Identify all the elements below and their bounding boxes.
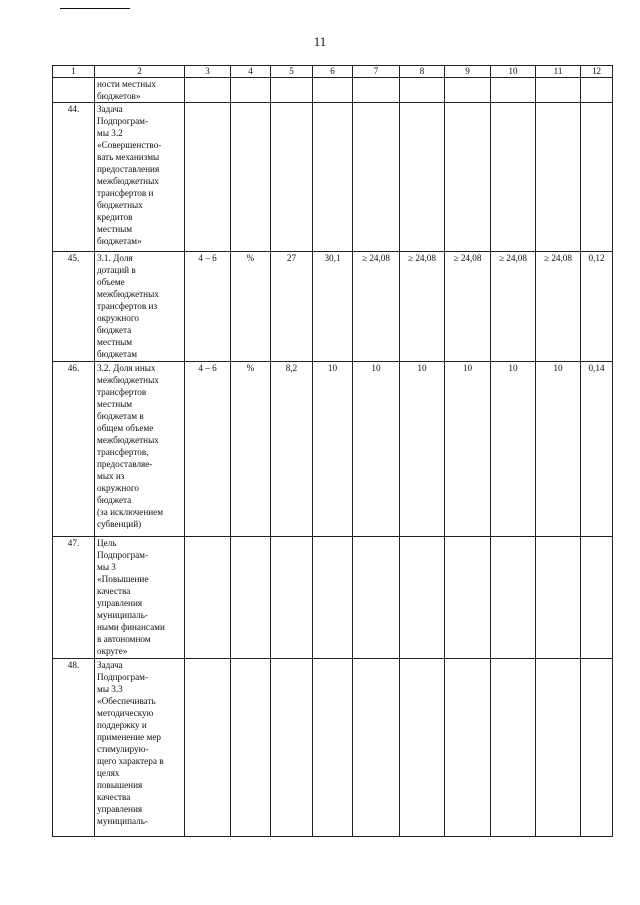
cell-col-6: 30,1: [313, 252, 353, 362]
cell-col-3: [185, 537, 231, 659]
cell-col-5: [271, 78, 313, 103]
cell-col-9: [445, 659, 491, 837]
cell-col-7: [353, 537, 400, 659]
table-row: [53, 537, 613, 659]
row-number: 48.: [53, 659, 95, 837]
cell-col-6: 10: [313, 362, 353, 537]
table-row: [53, 362, 613, 537]
indicators-table: [52, 65, 613, 837]
cell-col-4: [231, 537, 271, 659]
cell-col-12: [581, 78, 613, 103]
column-header: 1: [53, 66, 95, 78]
column-header: 6: [313, 66, 353, 78]
cell-col-3: [185, 78, 231, 103]
cell-col-12: 0,12: [581, 252, 613, 362]
cell-col-3: 4 – 6: [185, 252, 231, 362]
cell-col-6: [313, 78, 353, 103]
column-header: 8: [400, 66, 445, 78]
cell-col-11: ≥ 24,08: [536, 252, 581, 362]
cell-col-12: [581, 537, 613, 659]
column-header: 4: [231, 66, 271, 78]
cell-col-3: 4 – 6: [185, 362, 231, 537]
column-header: 2: [95, 66, 185, 78]
cell-col-8: [400, 103, 445, 252]
cell-col-10: [491, 103, 536, 252]
cell-col-12: [581, 103, 613, 252]
column-header: 5: [271, 66, 313, 78]
table-row: [53, 103, 613, 252]
table-header-row: [53, 66, 613, 78]
cell-col-7: [353, 78, 400, 103]
page-number: 11: [313, 34, 327, 49]
cell-col-4: [231, 659, 271, 837]
cell-col-8: [400, 659, 445, 837]
cell-col-7: ≥ 24,08: [353, 252, 400, 362]
cell-col-3: [185, 103, 231, 252]
cell-col-11: 10: [536, 362, 581, 537]
indicator-name: Задача Подпрограм- мы 3.3 «Обеспечивать методическую поддержку и применение мер стимулирую- щего характера в целях повышения качества управления муниципаль-: [95, 659, 185, 837]
cell-col-11: [536, 537, 581, 659]
cell-col-9: ≥ 24,08: [445, 252, 491, 362]
table-row: [53, 252, 613, 362]
cell-col-7: [353, 103, 400, 252]
column-header: 11: [536, 66, 581, 78]
cell-col-8: [400, 537, 445, 659]
cell-col-5: [271, 103, 313, 252]
indicator-name: Задача Подпрограм- мы 3.2 «Совершенство- вать механизмы предоставления межбюджетных трансфертов и бюджетных кредитов местным бюджетам»: [95, 103, 185, 252]
row-number: 45.: [53, 252, 95, 362]
indicator-name: 3.1. Доля дотаций в объеме межбюджетных трансфертов из окружного бюджета местным бюджетам: [95, 252, 185, 362]
column-header: 12: [581, 66, 613, 78]
cell-col-10: [491, 659, 536, 837]
table-row: [53, 78, 613, 103]
indicator-name: ности местных бюджетов»: [95, 78, 185, 103]
cell-col-9: 10: [445, 362, 491, 537]
cell-col-6: [313, 103, 353, 252]
cell-col-4: %: [231, 252, 271, 362]
cell-col-10: [491, 537, 536, 659]
column-header: 10: [491, 66, 536, 78]
indicator-name: Цель Подпрограм- мы 3 «Повышение качества управления муниципаль- ными финансами в автономном округе»: [95, 537, 185, 659]
cell-col-8: ≥ 24,08: [400, 252, 445, 362]
row-number: [53, 78, 95, 103]
cell-col-5: [271, 537, 313, 659]
cell-col-10: [491, 78, 536, 103]
column-header: 7: [353, 66, 400, 78]
cell-col-6: [313, 537, 353, 659]
cell-col-3: [185, 659, 231, 837]
cell-col-5: 8,2: [271, 362, 313, 537]
cell-col-4: %: [231, 362, 271, 537]
row-number: 44.: [53, 103, 95, 252]
cell-col-7: 10: [353, 362, 400, 537]
cell-col-7: [353, 659, 400, 837]
cell-col-10: 10: [491, 362, 536, 537]
cell-col-12: [581, 659, 613, 837]
table-row: [53, 659, 613, 837]
column-header: 9: [445, 66, 491, 78]
cell-col-11: [536, 659, 581, 837]
cell-col-9: [445, 103, 491, 252]
cell-col-8: 10: [400, 362, 445, 537]
row-number: 46.: [53, 362, 95, 537]
cell-col-6: [313, 659, 353, 837]
cell-col-4: [231, 78, 271, 103]
cell-col-5: 27: [271, 252, 313, 362]
cell-col-10: ≥ 24,08: [491, 252, 536, 362]
cell-col-9: [445, 537, 491, 659]
cell-col-11: [536, 103, 581, 252]
cell-col-5: [271, 659, 313, 837]
cell-col-9: [445, 78, 491, 103]
row-number: 47.: [53, 537, 95, 659]
cell-col-4: [231, 103, 271, 252]
top-rule: [60, 8, 130, 9]
indicator-name: 3.2. Доля иных межбюджетных трансфертов местным бюджетам в общем объеме межбюджетных трансфертов, предоставляе- мых из окружного бюджета (за исключением субвенций): [95, 362, 185, 537]
column-header: 3: [185, 66, 231, 78]
cell-col-11: [536, 78, 581, 103]
cell-col-8: [400, 78, 445, 103]
cell-col-12: 0,14: [581, 362, 613, 537]
